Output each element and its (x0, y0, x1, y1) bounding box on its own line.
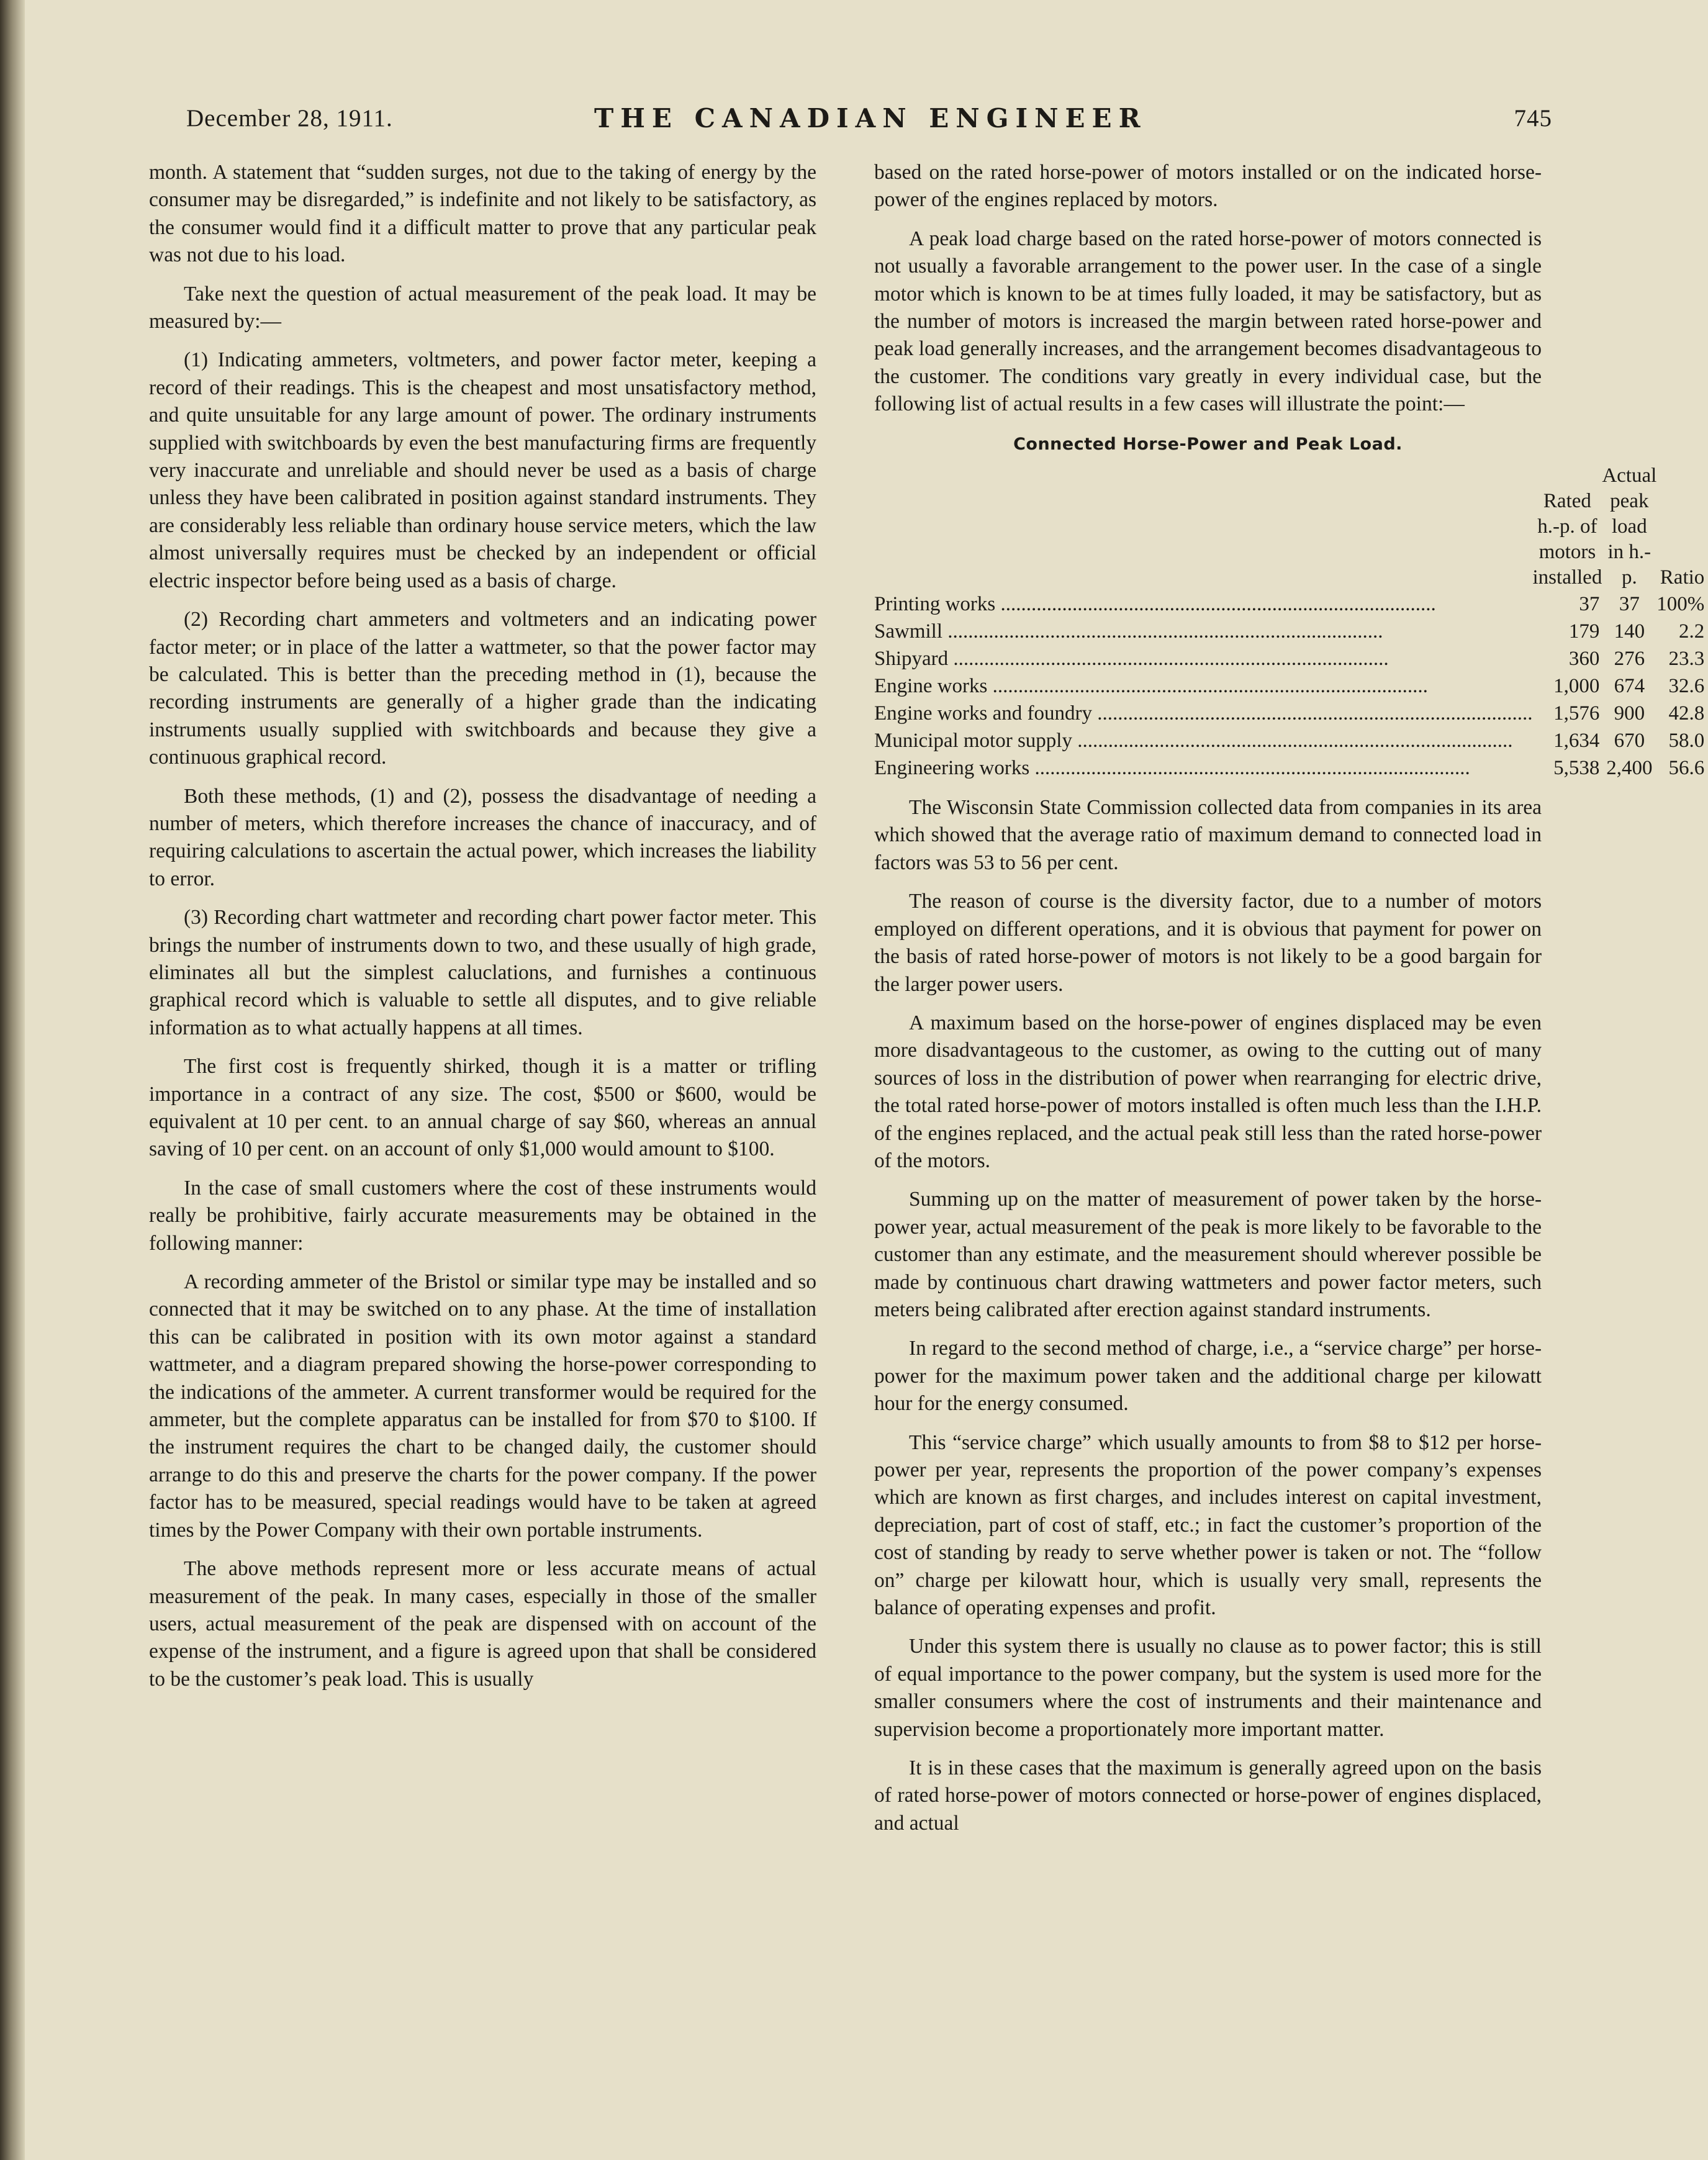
paragraph: This “service charge” which usually amounts to from $8 to $12 per horse-power per year, represents the proportion of the power company’s expenses which are known as first charges, and includes interest on capital investment, depreciation, part of cost of staff, etc.; in fact the customer’s proportion of the cost of standing by ready to serve whether power is taken or not. The “follow on” charge per kilowatt hour, which is usually very small, represents the balance of operating expenses and profit. (874, 1430, 1542, 1620)
paragraph: (3) Recording chart wattmeter and recording chart power factor meter. This brings the number of instruments down to two, and these usually of high grade, eliminates all but the simplest caluclations, and furnishes a continuous graphical record which is valuable to settle all disputes, and to give reliable information as to what actually happens at all times. (149, 906, 816, 1039)
row-name: Engine works ..... (874, 672, 1533, 700)
paragraph: A recording ammeter of the Bristol or similar type may be installed and so connected that it may be switched on to any phase. At the time of installation this can be calibrated in position with its own motor against a standard wattmeter, and a diagram prepared showing the horse-power corresponding to the indications of the ammeter. A current transformer would be required for the ammeter, but the complete apparatus can be installed for from $70 to $100. If the instrument requires the chart to be changed daily, the customer should arrange to do this and preserve the charts for the power company. If the power factor has to be measured, special readings would have to be taken at agreed times by the Power Company with their own portable instruments. (149, 1270, 816, 1542)
row-name: Printing works ..... (874, 590, 1533, 618)
row-actual: 2,400 (1606, 757, 1653, 780)
paragraph: A peak load charge based on the rated horse-power of motors connected is not usually a favorable arrangement to the power user. In the case of a single motor which is known to be at times fully loaded, it may be satisfactory, but as the number of motors is increased the margin between rated horse-power and peak load generally increases, and the arrangement becomes disadvantageous to the customer. The conditions vary greatly in every individual case, but the following list of actual results in a few cases will illustrate the point:— (874, 227, 1542, 416)
paragraph: The reason of course is the diversity factor, due to a number of motors employed on different operations, and it is obvious that payment for power on the basis of rated horse-power of motors is not likely to be a good bargain for the larger power users. (874, 890, 1542, 996)
paragraph: Summing up on the matter of measurement of power taken by the horse-power year, actual measurement of the peak is more likely to be favorable to the customer than any estimate, and the measurement should wherever possible be made by continuous chart drawing wattmeters and power factor meters, such meters being calibrated after erection against standard instruments. (874, 1188, 1542, 1321)
row-ratio: 2.2 (1679, 620, 1705, 643)
paragraph: It is in these cases that the maximum is generally agreed upon on the basis of rated horse-power of motors connected or horse-power of engines displaced, and actual (874, 1756, 1542, 1835)
row-ratio: 32.6 (1668, 675, 1705, 698)
row-ratio: 42.8 (1668, 702, 1705, 725)
horsepower-table (874, 463, 1708, 782)
paragraph: month. A statement that “sudden surges, not due to the taking of energy by the consumer may be disregarded,” is indefinite and not likely to be satisfactory, as the consumer would find it a difficult matter to prove that any particular peak was not due to his load. (149, 161, 816, 267)
row-ratio: 23.3 (1668, 648, 1705, 671)
table-row (874, 590, 1708, 618)
header-blank (874, 463, 1533, 590)
header-ratio: Ratio (1660, 566, 1705, 589)
row-ratio: 100% (1656, 593, 1705, 616)
row-rated: 1,000 (1553, 675, 1600, 698)
table-row (874, 618, 1708, 645)
row-actual: 140 (1614, 620, 1645, 643)
left-column (149, 159, 816, 1704)
paragraph: Take next the question of actual measurement of the peak load. It may be measured by:— (149, 282, 816, 333)
row-actual: 674 (1614, 675, 1645, 698)
table-row (874, 754, 1708, 782)
row-rated: 1,576 (1553, 702, 1600, 725)
page-number: 745 (1514, 105, 1552, 132)
row-rated: 179 (1568, 620, 1600, 643)
table-row (874, 672, 1708, 700)
row-rated: 5,538 (1553, 757, 1600, 780)
paragraph: (1) Indicating ammeters, voltmeters, and power factor meter, keeping a record of their readings. This is the cheapest and most unsatisfactory method, and quite unsuitable for any large amount of power. The ordinary instruments supplied with switchboards by even the best manufacturing firms are frequently very inaccurate and unreliable and should never be used as a basis of charge unless they have been calibrated in position against standard instruments. They are considerably less reliable than ordinary house service meters, which the law almost universally requires must be checked by an independent or official electric inspector before being used as a basis of charge. (149, 348, 816, 592)
right-column (874, 159, 1705, 1848)
row-ratio: 56.6 (1668, 757, 1705, 780)
paragraph: (2) Recording chart ammeters and voltmeters and an indicating power factor meter; or in place of the latter a wattmeter, so that the power factor may be calculated. This is better than the preceding method in (1), because the recording instruments are generally of a higher grade than the indicating instruments usually supplied with switchboards and because they give a continuous graphical record. (149, 608, 816, 769)
row-rated: 360 (1568, 648, 1600, 671)
row-name: Engine works and foundry ..... (874, 700, 1533, 727)
paragraph: Both these methods, (1) and (2), possess the disadvantage of needing a number of meters, which therefore increases the chance of inaccuracy, and of requiring calculations to ascertain the actual power, which increases the liability to error. (149, 784, 816, 890)
paragraph: In regard to the second method of charge, i.e., a “service charge” per horse-power for the maximum power taken and the additional charge per kilowatt hour for the energy consumed. (874, 1337, 1542, 1416)
row-rated: 1,634 (1553, 730, 1600, 752)
header-actual: Actual peak load in h.-p. (1602, 464, 1657, 589)
paragraph: The Wisconsin State Commission collected data from companies in its area which showed that the average ratio of maximum demand to connected load in factors was 53 to 56 per cent. (874, 796, 1542, 874)
journal-title: THE CANADIAN ENGINEER (594, 103, 1147, 133)
paragraph: A maximum based on the horse-power of engines displaced may be even more disadvantageous to the customer, as owing to the cutting out of many sources of loss in the distribution of power when rearranging for electric drive, the total rated horse-power of motors installed is often much less than the I.H.P. of the engines replaced, and the actual peak still less than the rated horse-power of the motors. (874, 1011, 1542, 1172)
header-rated: Rated h.-p. of motors installed (1532, 490, 1602, 589)
row-name: Engineering works ..... (874, 754, 1533, 782)
table-row (874, 700, 1708, 727)
row-name: Municipal motor supply ..... (874, 727, 1533, 754)
row-actual: 276 (1614, 648, 1645, 671)
paragraph: Under this system there is usually no clause as to power factor; this is still of equal importance to the power company, but the system is used more for the smaller consumers where the cost of instruments and their maintenance and supervision become a proportionately more important matter. (874, 1635, 1542, 1741)
paragraph: In the case of small customers where the cost of these instruments would really be prohibitive, fairly accurate measurements may be obtained in the following manner: (149, 1176, 816, 1255)
page-header (186, 93, 1552, 143)
paragraph: The first cost is frequently shirked, though it is a matter or trifling importance in a contract of any size. The cost, $500 or $600, would be equivalent at 10 per cent. to an annual charge of say $60, whereas an annual saving of 10 per cent. on an account of only $1,000 would amount to $100. (149, 1055, 816, 1161)
table-title: Connected Horse-Power and Peak Load. (1013, 434, 1403, 454)
row-actual: 37 (1619, 593, 1640, 616)
table-row (874, 645, 1708, 672)
paragraph: The above methods represent more or less accurate means of actual measurement of the peak. In many cases, especially in those of the smaller users, actual measurement of the peak are dispensed with on account of the expense of the instrument, and a figure is agreed upon that shall be considered to be the customer’s peak load. This is usually (149, 1557, 816, 1691)
row-name: Shipyard ..... (874, 645, 1533, 672)
row-rated: 37 (1579, 593, 1600, 616)
row-actual: 900 (1614, 702, 1645, 725)
row-actual: 670 (1614, 730, 1645, 752)
paragraph: based on the rated horse-power of motors installed or on the indicated horse-power of the engines replaced by motors. (874, 161, 1542, 212)
table-row (874, 727, 1708, 754)
issue-date: December 28, 1911. (186, 105, 393, 132)
row-name: Sawmill ..... (874, 618, 1533, 645)
row-ratio: 58.0 (1668, 730, 1705, 752)
page-binding-edge (0, 0, 25, 2160)
